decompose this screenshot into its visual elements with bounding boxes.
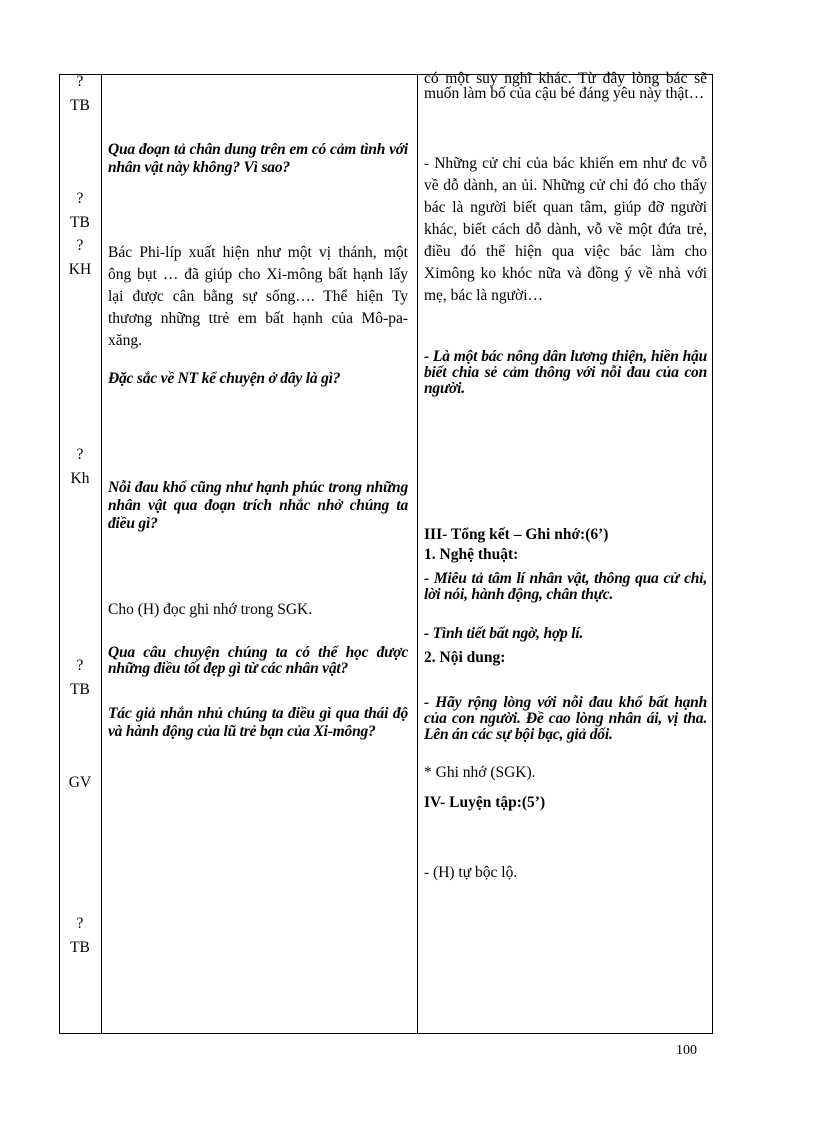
label-tb: TB [70,939,90,956]
paragraph-text: Cho (H) đọc ghi nhớ trong SGK. [108,601,313,618]
question-text: Nỗi đau khổ cũng như hạnh phúc trong những nhân vật qua đoạn trích nhắc nhở chúng ta điều gì? [108,479,408,532]
question-text: Đặc sắc về NT kể chuyện ở đây là gì? [108,370,341,387]
label-kh: Kh [70,470,90,487]
page-number: 100 [676,1043,697,1058]
question-text: Qua đoạn tả chân dung trên em có cảm tình với nhân vật này không? Vì sao? [108,141,408,176]
label-tb: TB [70,681,90,698]
label-question-mark: ? [76,915,84,932]
label-question-mark: ? [76,73,84,90]
label-tb: TB [70,97,90,114]
label-kh: KH [68,261,92,278]
answer-text: - Hãy rộng lòng với nỗi đau khổ bất hạnh của con người. Đề cao lòng nhân ái, vị tha. Lên án các sự bội bạc, giả dối. [424,694,707,743]
lesson-table [59,70,713,1034]
label-question-mark: ? [76,657,84,674]
answer-text: - Là một bác nông dân lương thiện, hiền hậu biết chia sẻ cảm thông với nỗi đau của con người. [424,348,707,397]
label-tb: TB [70,214,90,231]
column-divider-1 [101,75,102,1033]
label-question-mark: ? [76,190,84,207]
section-heading: 2. Nội dung: [424,649,506,666]
question-text: Tác giả nhắn nhủ chúng ta điều gì qua thái độ và hành động của lũ trẻ bạn của Xi-mông? [108,705,408,740]
section-heading: IV- Luyện tập:(5’) [424,794,546,811]
label-question-mark: ? [76,237,84,254]
answer-text: - Tình tiết bất ngờ, hợp lí. [424,625,584,642]
answer-text: * Ghi nhớ (SGK). [424,764,536,781]
answer-text: - (H) tự bộc lộ. [424,864,518,881]
question-text: Qua câu chuyện chúng ta có thể học được những điều tốt đẹp gì từ các nhân vật? [108,644,408,677]
section-heading: III- Tổng kết – Ghi nhớ:(6’) [424,526,609,543]
label-question-mark: ? [76,446,84,463]
column-divider-2 [417,75,418,1033]
answer-text: - Những cử chỉ của bác khiến em như đc vỗ về dỗ dành, an ủi. Những cử chỉ đó cho thấy bác là người biết quan tâm, giúp đỡ người khác, biết cách dỗ dành, vỗ về một đứa trẻ, điều đó thể hiện qua việc bác làm cho Ximông ko khóc nữa và đồng ý về nhà với mẹ, bác là người… [424,155,707,304]
paragraph-text: Bác Phi-líp xuất hiện như một vị thánh, một ông bụt … đã giúp cho Xi-mông bất hạnh lấy lại được cân bằng sự sống…. Thể hiện Ty thương những ttrẻ em bất hạnh của Mô-pa-xăng. [108,244,408,349]
answer-text: - Miêu tả tâm lí nhân vật, thông qua cử chỉ, lời nói, hành động, chân thực. [424,570,707,603]
section-heading: 1. Nghệ thuật: [424,546,519,563]
answer-text: có một suy nghĩ khác. Từ đây lòng bác sẽ muốn làm bố của cậu bé đáng yêu này thật… [424,70,707,102]
label-gv: GV [68,774,92,791]
